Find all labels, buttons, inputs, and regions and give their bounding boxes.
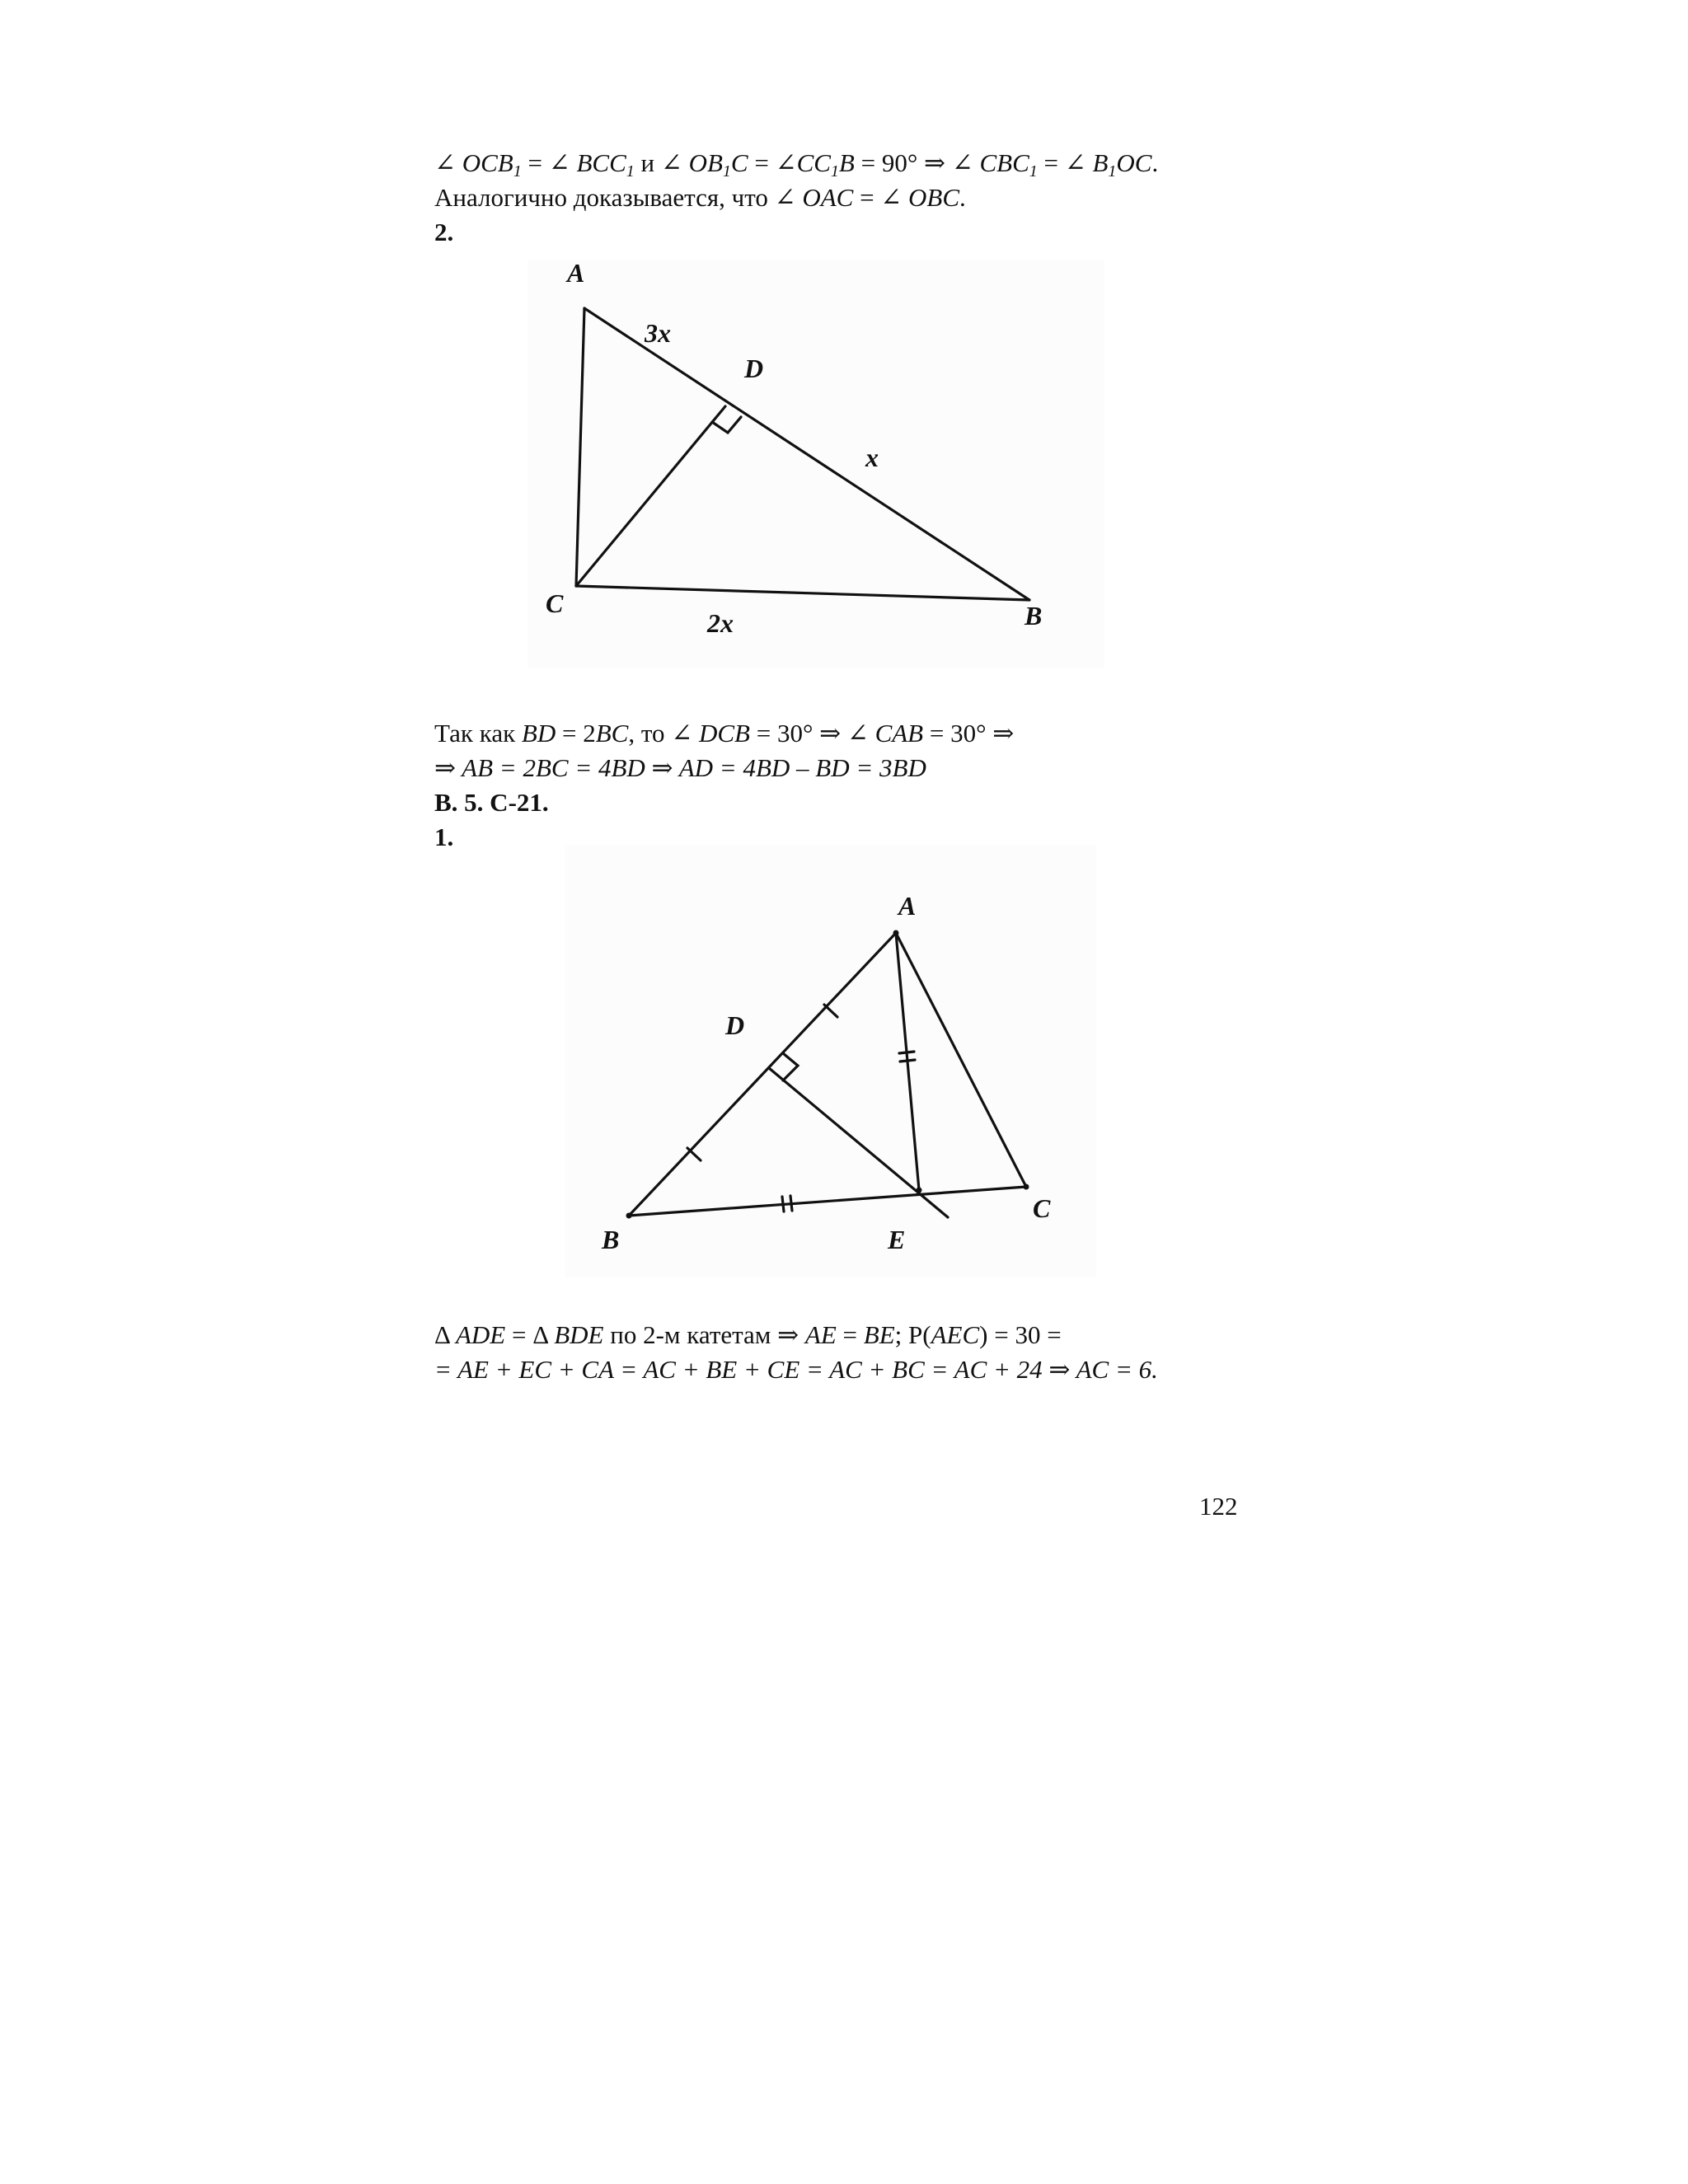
figure-triangle-bisector: [565, 845, 1096, 1277]
text-line-5: Δ ADE = Δ BDE по 2-м катетам ⇒ AE = BE; P(AEC) = 30 =: [434, 1320, 1062, 1349]
figure-2-svg: [565, 845, 1096, 1277]
label-A: A: [898, 891, 917, 921]
label-A: A: [567, 260, 585, 288]
label-B: B: [602, 1225, 620, 1254]
text-line-3: Так как BD = 2BC, то ∠ DCB = 30° ⇒ ∠ CAB = 30° ⇒: [434, 719, 1015, 748]
page-number: 122: [1199, 1492, 1238, 1521]
label-3x: 3x: [645, 318, 671, 348]
label-2x: 2x: [707, 608, 734, 638]
text-line-6: = AE + EC + CA = AC + BE + CE = AC + BC = AC + 24 ⇒ AC = 6.: [434, 1355, 1158, 1384]
label-D: D: [744, 354, 764, 383]
figure-right-triangle: [528, 260, 1104, 668]
text-line-4: ⇒ AB = 2BC = 4BD ⇒ AD = 4BD – BD = 3BD: [434, 753, 926, 782]
angle-ob1c: $OB_1C$: [688, 148, 748, 180]
tick-ae-1: [899, 1052, 914, 1053]
point-e: [917, 1188, 922, 1193]
label-E: E: [888, 1225, 906, 1254]
label-B: B: [1025, 601, 1043, 630]
point-a: [893, 930, 899, 936]
angle-bcc1: $BCC_1$: [576, 148, 635, 180]
angle-cbc1: $CBC_1$: [979, 148, 1038, 180]
angle-cc1b: $CC_1B$: [796, 148, 855, 180]
label-C: C: [546, 588, 564, 618]
tick-ae-2: [900, 1060, 915, 1062]
point-b: [626, 1213, 632, 1219]
label-C: C: [1033, 1193, 1051, 1223]
text-line-1: ∠ $OCB_1$ = ∠ $BCC_1$ и ∠ $OB_1C$ = $\angle CC_1B = 90^\circ$ ⇒ ∠ $CBC_1$ = ∠ $B_1OC$.: [434, 148, 1159, 180]
tick-be-1: [782, 1197, 784, 1212]
label-x: x: [865, 443, 879, 472]
text-line-2: Аналогично доказывается, что ∠ OAC = ∠ OBC.: [434, 183, 966, 212]
point-c: [1024, 1184, 1029, 1190]
angle-b1oc: $B_1OC$: [1092, 148, 1152, 180]
figure-1-svg: [528, 260, 1104, 668]
item-number-1: 1.: [434, 823, 454, 851]
tick-be-2: [790, 1196, 792, 1211]
section-heading: В. 5. С-21.: [434, 788, 549, 817]
label-D: D: [725, 1010, 745, 1040]
item-number-2: 2.: [434, 218, 454, 246]
angle-ocb1: $OCB_1$: [462, 148, 522, 180]
